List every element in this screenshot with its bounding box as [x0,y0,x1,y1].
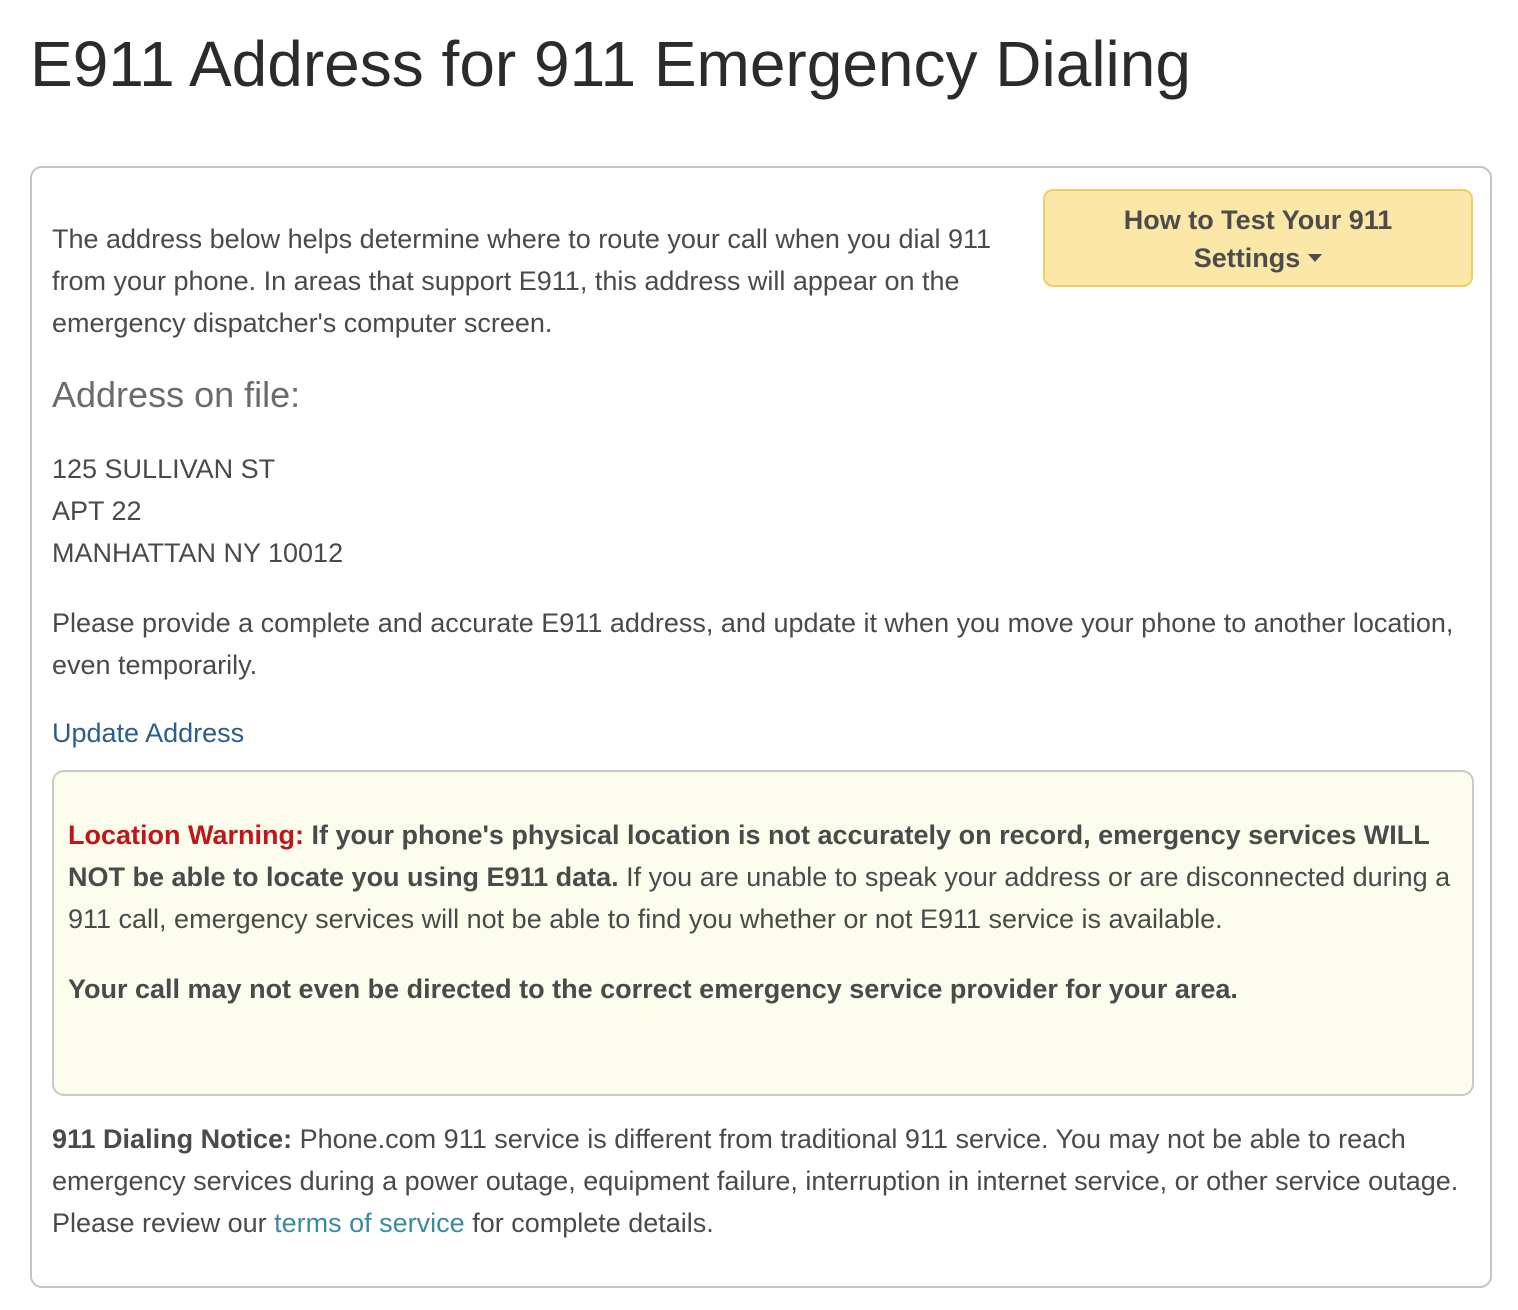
warning-regular-text: If you are unable to speak your address or are disconnected during a 911 call, emergency services will not be able to find you whether or not E911 service is available. [68,862,1451,934]
address-on-file [52,448,343,574]
update-address-link[interactable]: Update Address [52,718,245,748]
address-line: MANHATTAN NY 10012 [52,538,344,568]
address-line: APT 22 [52,496,142,526]
notice-label: 911 Dialing Notice: [52,1124,293,1154]
location-warning-box [52,770,1474,1096]
how-to-test-911-button[interactable] [1043,189,1473,287]
dialing-notice [52,1118,1482,1244]
terms-of-service-link[interactable]: terms of service [274,1208,465,1238]
caret-down-icon [1308,254,1322,262]
page-title: E911 Address for 911 Emergency Dialing [30,28,1191,100]
test-button-label-line2: Settings [1193,243,1301,273]
address-heading: Address on file: [52,374,301,415]
warning-label: Location Warning: [68,820,304,850]
warning-bold-text: If your phone's physical location is not accurately on record, emergency services WILL NOT be able to locate you using E911 data. [68,820,1430,892]
address-line: 125 SULLIVAN ST [52,454,276,484]
accuracy-note: Please provide a complete and accurate E911 address, and update it when you move your phone to another location, even temporarily. [52,608,1454,680]
intro-text: The address below helps determine where to route your call when you dial 911 from your phone. In areas that support E911, this address will appear on the emergency dispatcher's computer screen. [52,224,992,338]
warning-paragraph [68,814,1458,940]
notice-text-end: for complete details. [472,1208,714,1238]
test-button-label-line1: How to Test Your 911 [1123,205,1393,235]
notice-text: Phone.com 911 service is different from traditional 911 service. You may not be able to reach emergency services during a power outage, equipment failure, interruption in internet service, or other service outage. Please review our [52,1124,1459,1238]
e911-panel [30,166,1492,1288]
warning-second-paragraph: Your call may not even be directed to the correct emergency service provider for your area. [68,974,1238,1004]
